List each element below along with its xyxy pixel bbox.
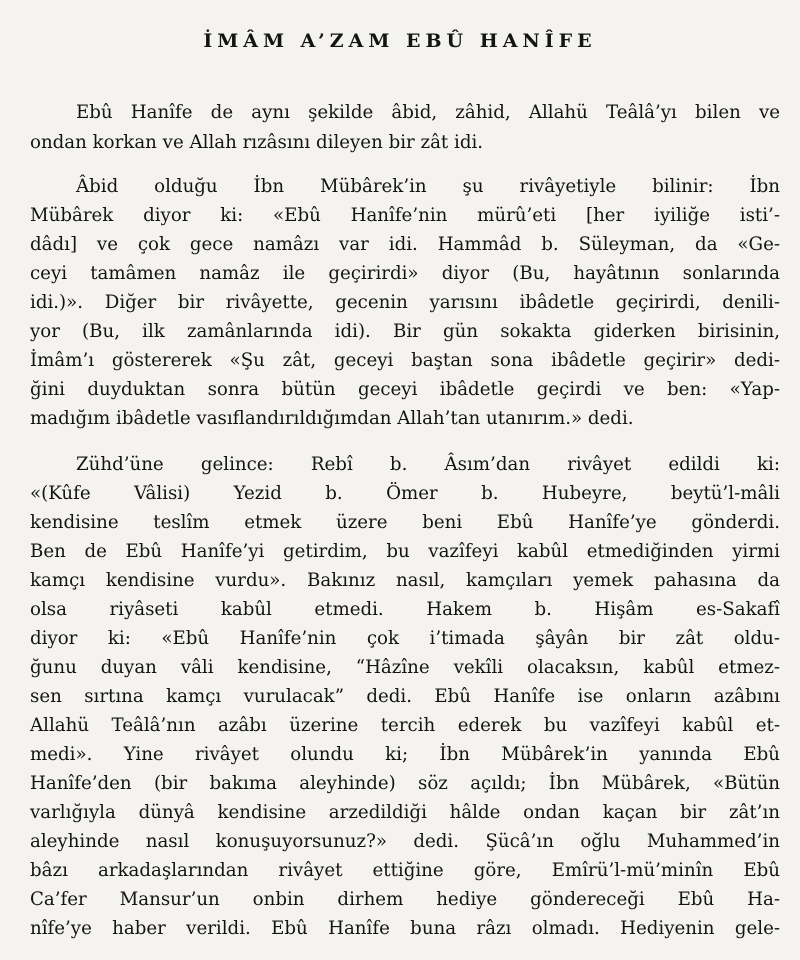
text-line: nîfe’ye haber verildi. Ebû Hanîfe buna râzı olmadı. Hediyenin gele- — [30, 918, 780, 939]
text-line: ğini duyduktan sonra bütün geceyi ibâdetle geçirdi ve ben: «Yap- — [30, 379, 780, 400]
text-line: dâdı] ve çok gece namâzı var idi. Hammâd b. Süleyman, da «Ge- — [30, 234, 780, 255]
text-line: kendisine teslîm etmek üzere beni Ebû Hanîfe’ye gönderdi. — [30, 512, 780, 533]
text-line: Mübârek diyor ki: «Ebû Hanîfe’nin mürû’eti [her iyiliğe isti’- — [30, 205, 780, 226]
text-line: madığım ibâdetle vasıflandırıldığımdan Allah’tan utanırım.» dedi. — [30, 408, 634, 429]
text-line: «(Kûfe Vâlisi) Yezid b. Ömer b. Hubeyre, beytü’l-mâli — [30, 483, 780, 504]
text-line: İmâm’ı göstererek «Şu zât, geceyi baştan sona ibâdetle geçirir» dedi- — [30, 350, 780, 371]
text-line: medi». Yine rivâyet olundu ki; İbn Mübârek’in yanında Ebû — [30, 744, 780, 765]
text-line: yor (Bu, ilk zamânlarında idi). Bir gün sokakta giderken birisinin, — [30, 321, 780, 342]
text-line: Ca’fer Mansur’un onbin dirhem hediye göndereceği Ebû Ha- — [30, 889, 780, 910]
text-line: bâzı arkadaşlarından rivâyet ettiğine göre, Emîrü’l-mü’minîn Ebû — [30, 860, 780, 881]
text-line: ğunu duyan vâli kendisine, “Hâzîne vekîli olacaksın, kabûl etmez- — [30, 657, 780, 678]
text-line: Ben de Ebû Hanîfe’yi getirdim, bu vazîfeyi kabûl etmediğinden yirmi — [30, 541, 780, 562]
text-line: Âbid olduğu İbn Mübârek’in şu rivâyetiyle bilinir: İbn — [76, 176, 780, 197]
text-line: ceyi tamâmen namâz ile geçirirdi» diyor (Bu, hayâtının sonlarında — [30, 263, 780, 284]
text-line: olsa riyâseti kabûl etmedi. Hakem b. Hişâm es-Sakafî — [30, 599, 780, 620]
text-line: Ebû Hanîfe de aynı şekilde âbid, zâhid, Allahü Teâlâ’yı bilen ve — [76, 102, 780, 123]
page-title: İMÂM A’ZAM EBÛ HANÎFE — [203, 30, 597, 52]
text-line: sen sırtına kamçı vurulacak” dedi. Ebû Hanîfe ise onların azâbını — [30, 686, 780, 707]
text-line: aleyhinde nasıl konuşuyorsunuz?» dedi. Şücâ’ın oğlu Muhammed’in — [30, 831, 780, 852]
text-line: Hanîfe’den (bir bakıma aleyhinde) söz açıldı; İbn Mübârek, «Bütün — [30, 773, 780, 794]
text-line: kamçı kendisine vurdu». Bakınız nasıl, kamçıları yemek pahasına da — [30, 570, 780, 591]
text-line: varlığıyla dünyâ kendisine arzedildiği hâlde ondan kaçan bir zât’ın — [30, 802, 780, 823]
text-line: Allahü Teâlâ’nın azâbı üzerine tercih ederek bu vazîfeyi kabûl et- — [30, 715, 780, 736]
text-line: diyor ki: «Ebû Hanîfe’nin çok i’timada şâyân bir zât oldu- — [30, 628, 780, 649]
text-line: ondan korkan ve Allah rızâsını dileyen bir zât idi. — [30, 132, 484, 153]
text-line: Zühd’üne gelince: Rebî b. Âsım’dan rivâyet edildi ki: — [76, 454, 780, 475]
text-line: idi.)». Diğer bir rivâyette, gecenin yarısını ibâdetle geçirirdi, denili- — [30, 292, 780, 313]
